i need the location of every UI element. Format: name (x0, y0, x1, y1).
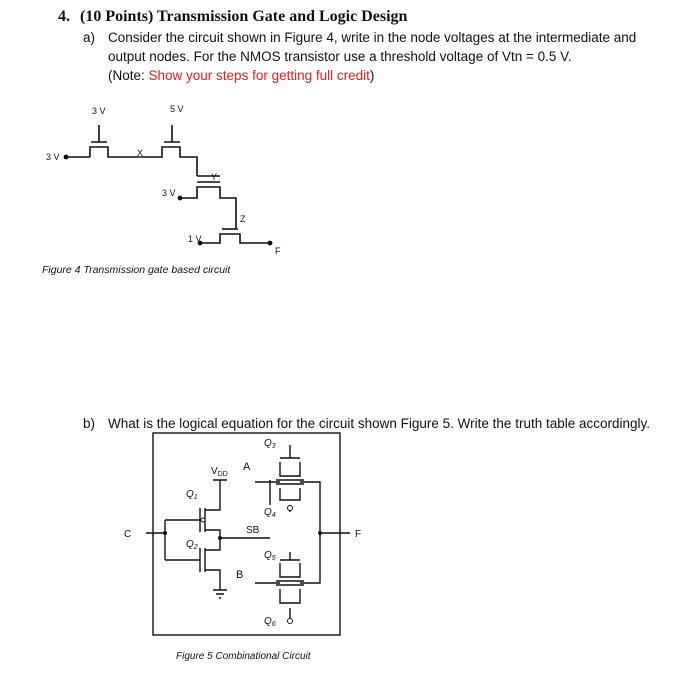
part-a-label: a) (83, 30, 96, 45)
gate-3-voltage: 3 V (162, 188, 176, 198)
q5-label: $Q_5$ (264, 550, 276, 562)
ground (213, 590, 227, 598)
input-a-label: A (243, 461, 251, 473)
question-points: (10 Points) Transmission Gate and Logic Design (80, 8, 408, 25)
input-voltage: 3 V (46, 152, 60, 162)
figure-5-caption: Figure 5 Combinational Circuit (176, 651, 311, 662)
q5-gate (280, 552, 300, 560)
q3-label: $Q_3$ (264, 438, 276, 450)
q2-body (200, 548, 205, 572)
q4-bubble (288, 506, 293, 511)
q1-label: $Q_1$ (186, 489, 198, 501)
input-c-label: C (124, 529, 132, 540)
node-z-label: Z (240, 214, 246, 224)
c-junction (163, 531, 167, 535)
figure-4-caption: Figure 4 Transmission gate based circuit (42, 264, 231, 276)
q4-label: $Q_4$ (264, 507, 276, 519)
tg1-right (300, 482, 320, 533)
vdd-rail (213, 480, 227, 490)
note-red-text: Show your steps for getting full credit (148, 68, 370, 83)
part-b-text: What is the logical equation for the circuit shown Figure 5. Write the truth table accordingly. (108, 416, 651, 431)
q6-label: $Q_6$ (264, 616, 276, 628)
gate-1-voltage: 3 V (92, 106, 106, 116)
q2-label: $Q_2$ (186, 539, 198, 551)
note-open: (Note: (108, 68, 149, 83)
node-x-label: X (137, 148, 144, 158)
part-a-line-1: Consider the circuit shown in Figure 4, write in the node voltages at the intermediate and (108, 30, 637, 45)
vdd-label: $V_{DD}$ (211, 466, 228, 478)
input-b-label: B (236, 569, 244, 581)
sb-junction (218, 536, 222, 540)
node-f-label: F (275, 246, 281, 256)
node-y-label: Y (211, 172, 218, 182)
gate-4-voltage: 1 V (188, 234, 202, 244)
q2-drain-source (205, 545, 220, 590)
tg1-body (276, 462, 304, 500)
q1-drain-source (205, 490, 220, 545)
q1-bubble (201, 518, 205, 522)
q3-gate (280, 445, 300, 458)
gate-2-voltage: 5 V (170, 104, 184, 114)
tg2-body (276, 563, 304, 603)
f-junction (318, 531, 322, 535)
part-b-label: b) (83, 416, 96, 431)
tg2-right (300, 533, 320, 583)
note-close: ) (369, 68, 375, 83)
part-a-line-2: output nodes. For the NMOS transistor use a threshold voltage of Vtn = 0.5 V. (108, 49, 572, 64)
q6-bubble (288, 619, 293, 624)
output-f-label: F (355, 529, 362, 540)
sb-label: SB (246, 525, 260, 536)
question-number: 4. (58, 8, 70, 25)
